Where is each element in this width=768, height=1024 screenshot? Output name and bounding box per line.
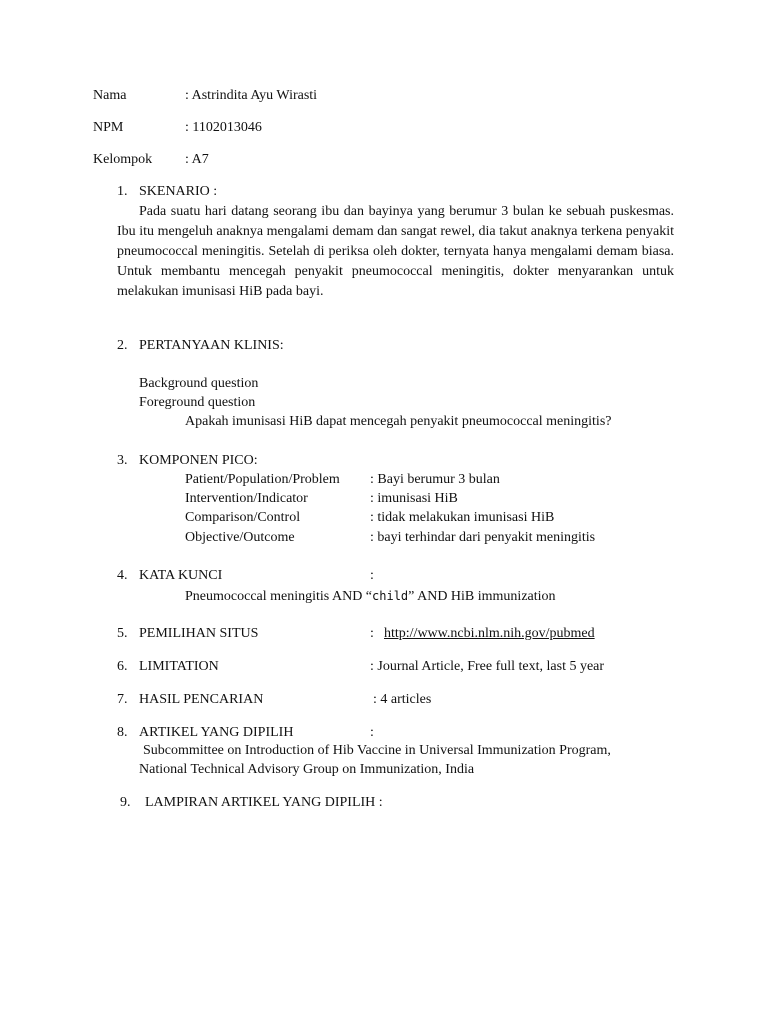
npm-value: : 1102013046 [185,120,262,135]
section-6-number: 6. [117,659,128,674]
section-2-number: 2. [117,338,128,353]
foreground-question: Foreground question [139,395,256,410]
section-5-colon: : [370,626,374,641]
background-question: Background question [139,376,259,391]
pico-label-outcome: Objective/Outcome [185,530,295,545]
section-7-title: HASIL PENCARIAN [139,692,264,707]
scenario-paragraph: Pada suatu hari datang seorang ibu dan bayinya yang berumur 3 bulan ke sebuah puskesmas. Ibu itu mengeluh anaknya mengalami demam dan sangat rewel, dia takut anaknya terkena penyakit pneumococcal meningitis. Setelah di periksa oleh dokter, ternyata hanya mengalami demam biasa. Untuk membantu mencegah penyakit pneumococcal meningitis, dokter menyarankan untuk melakukan imunisasi HiB pada bayi. [117,204,674,299]
section-3-title: KOMPONEN PICO: [139,453,258,468]
section-6-title: LIMITATION [139,659,219,674]
kelompok-label: Kelompok [93,152,153,167]
kelompok-value: : A7 [185,152,209,167]
section-4-number: 4. [117,568,128,583]
keywords-part-b: ” AND HiB immunization [408,589,556,604]
selected-article-line-1: Subcommittee on Introduction of Hib Vaccine in Universal Immunization Program, [143,743,611,758]
section-5-number: 5. [117,626,128,641]
pico-label-comparison: Comparison/Control [185,510,301,525]
section-9-title: LAMPIRAN ARTIKEL YANG DIPILIH : [145,795,383,810]
nama-value: : Astrindita Ayu Wirasti [185,88,318,103]
section-4-colon: : [370,568,374,583]
pico-value-patient: : Bayi berumur 3 bulan [370,472,500,487]
keywords-line [185,587,556,606]
search-result-value: : 4 articles [373,692,432,707]
pubmed-link[interactable]: http://www.ncbi.nlm.nih.gov/pubmed [384,626,595,641]
pico-label-patient: Patient/Population/Problem [185,472,340,487]
section-4-title: KATA KUNCI [139,568,223,583]
section-9-number: 9. [120,795,131,810]
section-7-number: 7. [117,692,128,707]
pico-value-outcome: : bayi terhindar dari penyakit meningitis [370,530,596,545]
section-1-number: 1. [117,184,128,199]
pico-value-intervention: : imunisasi HiB [370,491,458,506]
keywords-child: child [372,589,409,603]
pico-value-comparison: : tidak melakukan imunisasi HiB [370,510,555,525]
section-8-colon: : [370,725,374,740]
clinical-question: Apakah imunisasi HiB dapat mencegah penyakit pneumococcal meningitis? [185,414,612,429]
keywords-part-a: Pneumococcal meningitis AND “ [185,589,373,604]
section-8-title: ARTIKEL YANG DIPILIH [139,725,294,740]
section-2-title: PERTANYAAN KLINIS: [139,338,284,353]
section-1-title: SKENARIO : [139,184,218,199]
section-5-title: PEMILIHAN SITUS [139,626,259,641]
section-8-number: 8. [117,725,128,740]
nama-label: Nama [93,88,127,103]
pico-label-intervention: Intervention/Indicator [185,491,308,506]
section-3-number: 3. [117,453,128,468]
npm-label: NPM [93,120,124,135]
limitation-value: : Journal Article, Free full text, last 5 year [370,659,605,674]
selected-article-line-2: National Technical Advisory Group on Immunization, India [139,762,475,777]
